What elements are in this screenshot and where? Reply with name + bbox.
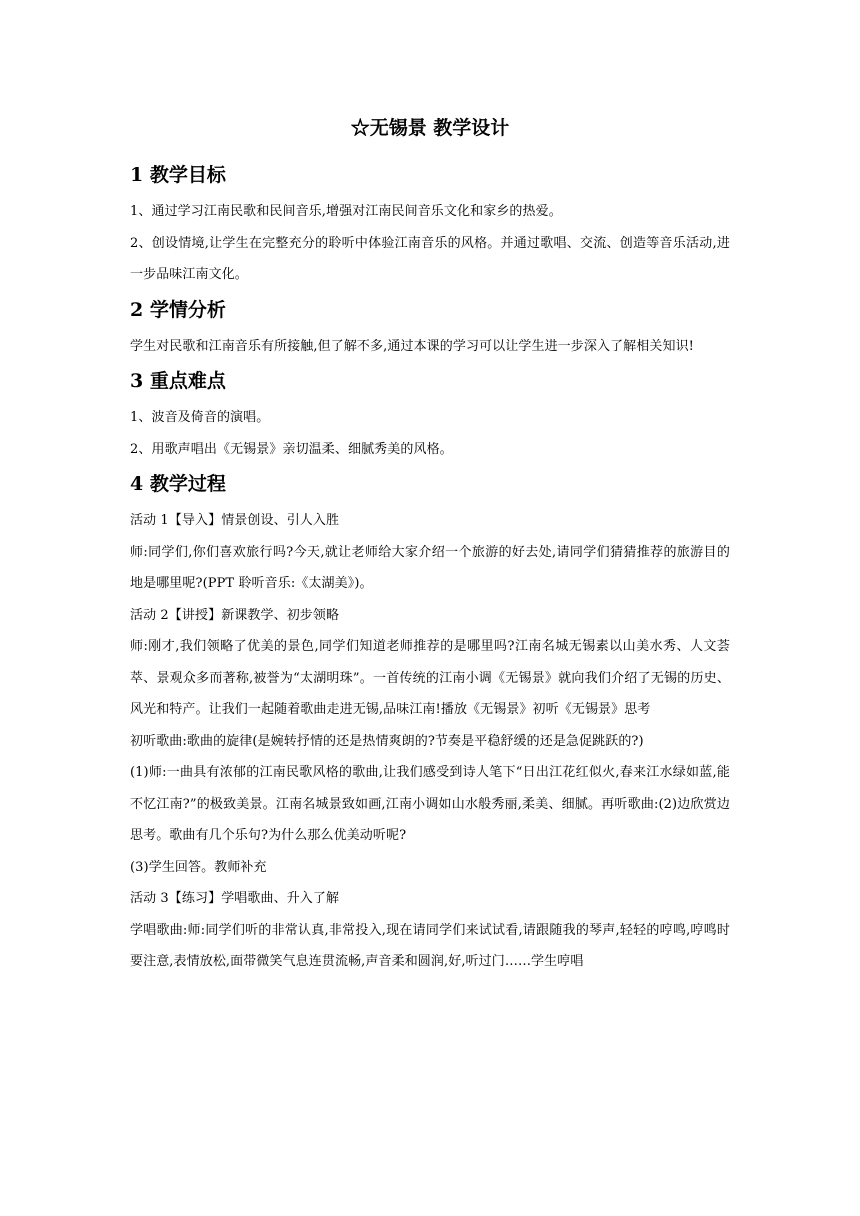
paragraph: 初听歌曲:歌曲的旋律(是婉转抒情的还是热情爽朗的?节奏是平稳舒缓的还是急促跳跃的?): [130, 733, 644, 749]
document-content: [130, 112, 730, 978]
paragraph: (3)学生回答。教师补充: [130, 859, 267, 875]
section-heading: 2 学情分析: [130, 298, 226, 321]
paragraph: 活动 1【导入】情景创设、引人入胜: [130, 513, 340, 528]
paragraph: 学生对民歌和江南音乐有所接触,但了解不多,通过本课的学习可以让学生进一步深入了解相关知识!: [130, 338, 694, 354]
paragraph: 师:刚才,我们领略了优美的景色,同学们知道老师推荐的是哪里吗?江南名城无锡素以山美水秀、人文荟萃、景观众多而著称,被誉为“太湖明珠”。一首传统的江南小调《无锡景》就向我们介绍了无锡的历史、风光和特产。让我们一起随着歌曲走进无锡,品味江南!播放《无锡景》初听《无锡景》思考: [130, 639, 730, 717]
paragraph: 活动 3【练习】学唱歌曲、升入了解: [130, 891, 340, 906]
section-teaching-goals: [130, 160, 730, 291]
section-heading: 1 教学目标: [130, 164, 226, 186]
paragraph: 师:同学们,你们喜欢旅行吗?今天,就让老师给大家介绍一个旅游的好去处,请同学们猜猜推荐的旅游目的地是哪里呢?(PPT 聆听音乐:《太湖美》)。: [130, 544, 730, 591]
section-key-points: [130, 366, 730, 465]
paragraph: 1、波音及倚音的演唱。: [130, 410, 270, 425]
section-teaching-process: [130, 469, 730, 978]
section-heading: 3 重点难点: [130, 370, 226, 392]
paragraph: 1、通过学习江南民歌和民间音乐,增强对江南民间音乐文化和家乡的热爱。: [130, 204, 562, 219]
document-title: ☆无锡景 教学设计: [350, 117, 510, 139]
section-learner-analysis: [130, 295, 730, 363]
paragraph: 学唱歌曲:师:同学们听的非常认真,非常投入,现在请同学们来试试看,请跟随我的琴声,轻轻的哼鸣,哼鸣时要注意,表情放松,面带微笑气息连贯流畅,声音柔和圆润,好,听过门……学生哼唱: [130, 922, 730, 969]
paragraph: 活动 2【讲授】新课教学、初步领略: [130, 607, 340, 623]
paragraph: (1)师:一曲具有浓郁的江南民歌风格的歌曲,让我们感受到诗人笔下“日出江花红似火,春来江水绿如蓝,能不忆江南?”的极致美景。江南名城景致如画,江南小调如山水般秀丽,柔美、细腻。再听歌曲:(2)边欣赏边思考。歌曲有几个乐句?为什么那么优美动听呢?: [130, 765, 730, 843]
paragraph: 2、创设情境,让学生在完整充分的聆听中体验江南音乐的风格。并通过歌唱、交流、创造等音乐活动,进一步品味江南文化。: [130, 235, 730, 282]
paragraph: 2、用歌声唱出《无锡景》亲切温柔、细腻秀美的风格。: [130, 441, 453, 457]
section-heading: 4 教学过程: [130, 473, 226, 495]
